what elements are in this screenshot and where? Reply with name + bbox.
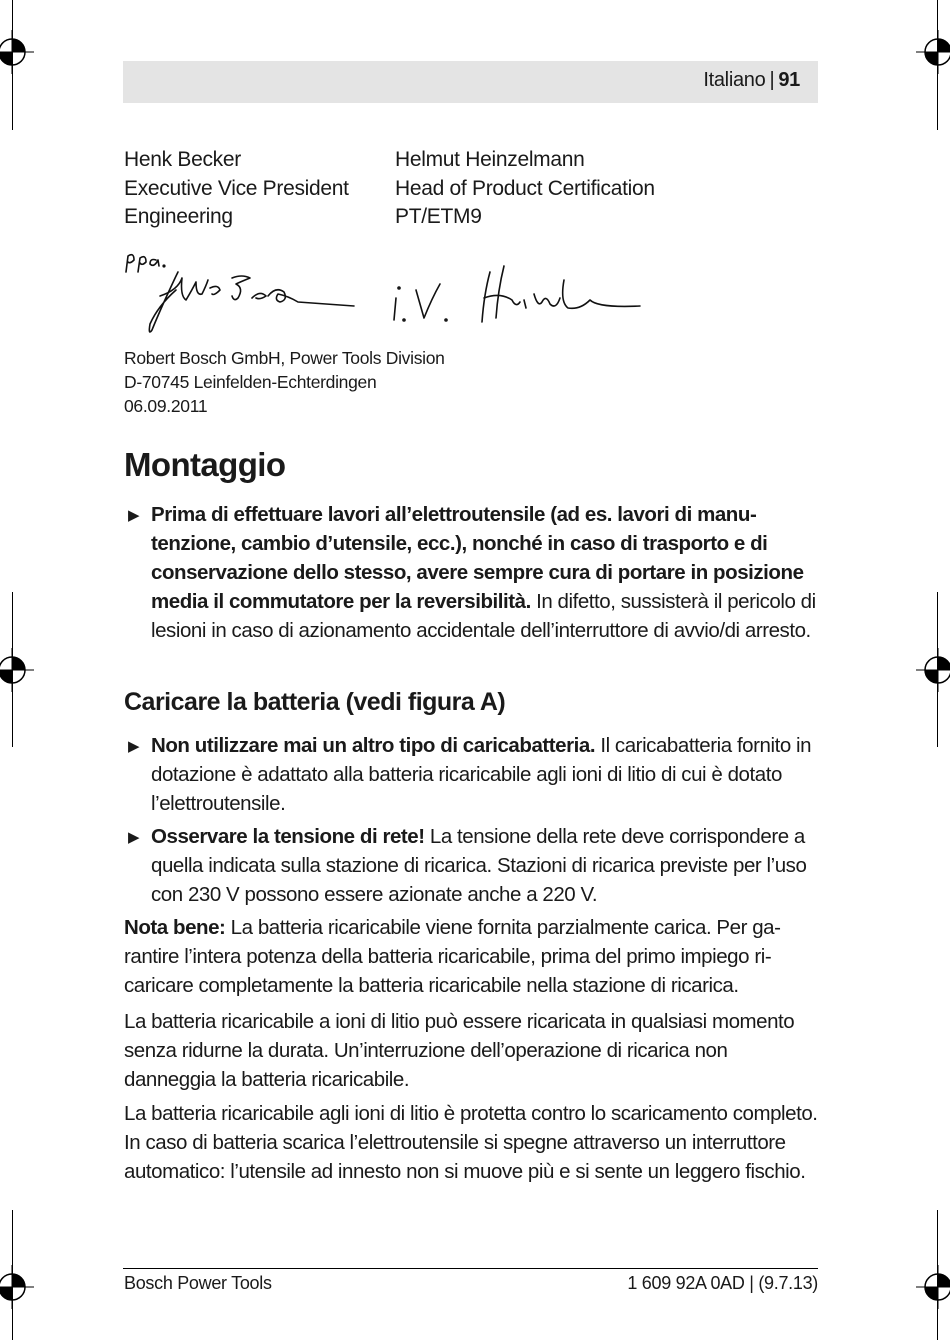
signatory-department: PT/ETM9: [395, 205, 482, 228]
warning-montaggio: [124, 500, 818, 645]
crop-line: [937, 1210, 938, 1340]
note-label: Nota bene:: [124, 916, 226, 939]
registration-mark-middle-left: [0, 648, 34, 692]
header-text: [703, 69, 800, 92]
registration-mark-top-right: [916, 30, 950, 74]
registration-mark-bottom-right: [916, 1265, 950, 1309]
header-separator: |: [769, 69, 775, 91]
bullet-arrow-icon: ▶: [128, 738, 140, 755]
crop-line: [937, 0, 938, 130]
bullet-body: Il caricabatteria fornito in dotazione è adattato alla batteria ricaricabile agli ioni di litio di cui è dotato l’elettroutensile.: [151, 734, 812, 815]
signatory-department: Engineering: [124, 205, 233, 228]
handwritten-signatures: [120, 250, 660, 340]
bullet-arrow-icon: ▶: [128, 829, 140, 846]
signatory-name: Henk Becker: [124, 148, 241, 171]
bullet-arrow-icon: ▶: [128, 507, 140, 524]
bullet-bold: Non utilizzare mai un altro tipo di caricabatteria.: [151, 734, 596, 757]
page-number: 91: [778, 69, 800, 91]
footer-doc-number: 1 609 92A 0AD | (9.7.13): [627, 1273, 818, 1293]
bullet-text: [151, 731, 818, 818]
company-location: D-70745 Leinfelden-Echterdingen: [124, 372, 377, 392]
bullet-charger: [124, 731, 818, 818]
section-title-montaggio: Montaggio: [124, 446, 286, 483]
crop-line: [12, 1210, 13, 1340]
registration-mark-middle-right: [916, 648, 950, 692]
registration-mark-top-left: [0, 30, 34, 74]
page-header: [123, 61, 818, 103]
paragraph-recharge: La batteria ricaricabile a ioni di litio può essere ricaricata in qualsiasi momento senza ridurne la durata. Un’interruzione dell’operazione di ricarica non danneggia la batteria ricaricabile.: [124, 1010, 795, 1091]
signatory-title: Head of Product Certification: [395, 176, 655, 200]
crop-line: [937, 592, 938, 747]
crop-line: [12, 0, 13, 130]
signatory-2: [395, 146, 655, 232]
warning-text: [151, 500, 818, 645]
registration-mark-bottom-left: [0, 1265, 34, 1309]
footer-divider: [123, 1268, 818, 1269]
document-date: 06.09.2011: [124, 396, 208, 416]
paragraph-protection: La batteria ricaricabile agli ioni di litio è protetta contro lo scaricamento completo. In caso di batteria scarica l’elettroutensile si spegne attraverso un interruttore automatico: l’utensile ad innesto non si muove più e si sente un leggero fischio.: [124, 1102, 818, 1183]
bullet-body: La tensione della rete deve corrispondere a quella indicata sulla stazione di ricarica. Stazioni di ricarica previste per l’uso con 230 V possono essere azionate anche a 220 V.: [151, 825, 807, 906]
note-paragraph: [124, 913, 818, 1000]
company-address: [124, 346, 445, 418]
bullet-bold: Osservare la tensione di rete!: [151, 825, 425, 848]
bullet-voltage: [124, 822, 818, 909]
footer-brand: Bosch Power Tools: [124, 1273, 272, 1293]
header-language: Italiano: [703, 69, 766, 91]
warning-bold: Prima di effettuare lavori all’elettroutensile (ad es. lavori di manutenzione, cambio d’utensile, ecc.), nonché in caso di trasporto e di conservazione dello stesso, avere sempre cura di portare in posizione media il commutatore per la reversibilità.: [151, 503, 804, 613]
section-title-caricare: Caricare la batteria (vedi figura A): [124, 688, 506, 716]
bullet-text: [151, 822, 818, 909]
signatory-name: Helmut Heinzelmann: [395, 148, 585, 171]
warning-body: In difetto, sussisterà il pericolo di lesioni in caso di azionamento accidentale dell’interruttore di avvio/di arresto.: [151, 590, 816, 642]
note-body: La batteria ricaricabile viene fornita parzialmente carica. Per garantire l’intera potenza della batteria ricaricabile, prima del primo impiego ricaricare completamente la batteria ricaricabile nella stazione di ricarica.: [124, 916, 781, 997]
company-name: Robert Bosch GmbH, Power Tools Division: [124, 348, 445, 368]
crop-line: [12, 592, 13, 747]
signatory-1: [124, 146, 349, 232]
signatory-title: Executive Vice President: [124, 176, 349, 200]
